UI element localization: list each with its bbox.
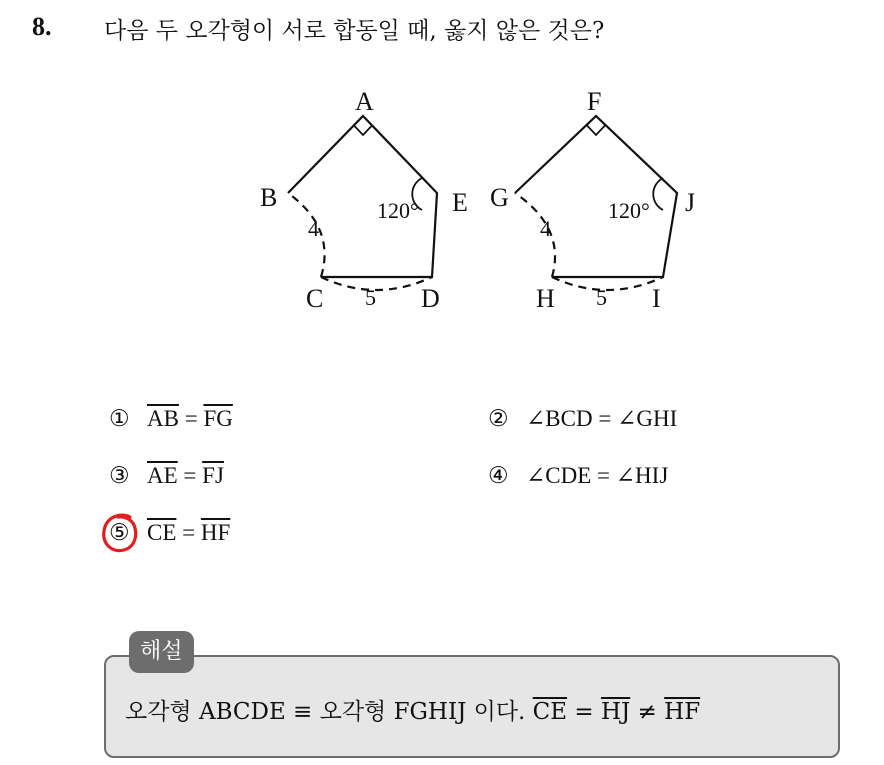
solution-segment-hf: $\overline{HF}$ xyxy=(664,699,701,725)
vertex-label-a: A xyxy=(355,87,374,116)
choice-left-term: BCD xyxy=(545,406,593,431)
choice-operator: = xyxy=(182,520,196,545)
question-text: 다음 두 오각형이 서로 합동일 때, 옳지 않은 것은? xyxy=(104,18,605,44)
side-label-cd: 5 xyxy=(365,285,376,310)
choice-2[interactable] xyxy=(488,406,677,432)
pentagon-figure xyxy=(0,0,884,380)
solution-segment-hj: $\overline{HJ}$ xyxy=(600,699,631,725)
choice-1[interactable] xyxy=(109,406,233,432)
choice-right-term: HIJ xyxy=(635,463,669,488)
choice-left-term: $\overline{AB}$ xyxy=(147,406,179,431)
question-number: 8. xyxy=(32,12,52,41)
solution-operator-equal: = xyxy=(574,699,594,725)
choice-left-term: $\overline{CE}$ xyxy=(147,520,177,545)
solution-operator-not-equal: ≠ xyxy=(637,699,657,725)
angle-symbol: ∠ xyxy=(526,463,546,488)
choice-4[interactable] xyxy=(488,463,668,489)
vertex-label-d: D xyxy=(421,284,440,313)
solution-statement: 오각형 ABCDE ≡ 오각형 FGHIJ 이다. xyxy=(125,699,526,725)
angle-symbol: ∠ xyxy=(617,406,637,431)
choice-operator: = xyxy=(597,463,611,488)
choice-operator: = xyxy=(183,463,197,488)
angle-symbol: ∠ xyxy=(615,463,636,488)
vertex-label-i: I xyxy=(652,284,661,313)
right-pentagon xyxy=(515,116,677,290)
choice-right-term: $\overline{HF}$ xyxy=(200,520,231,545)
choice-number: ④ xyxy=(488,463,509,488)
angle-label-j: 120° xyxy=(608,198,650,223)
choice-number: ⑤ xyxy=(109,520,130,545)
choice-number: ① xyxy=(109,406,130,431)
choice-right-term: $\overline{FG}$ xyxy=(203,406,233,431)
vertex-label-h: H xyxy=(536,284,555,313)
right-pentagon-labels xyxy=(490,87,695,313)
vertex-label-c: C xyxy=(306,284,324,313)
solution-segment-ce: $\overline{CE}$ xyxy=(532,699,568,725)
vertex-label-j: J xyxy=(685,188,696,217)
side-label-bc: 4 xyxy=(308,216,319,241)
solution-text xyxy=(125,693,700,726)
choice-left-term: CDE xyxy=(545,463,592,488)
choice-3[interactable] xyxy=(109,463,224,489)
choice-left-term: $\overline{AE}$ xyxy=(147,463,178,488)
angle-symbol: ∠ xyxy=(526,406,546,431)
side-label-hi: 5 xyxy=(596,285,607,310)
vertex-label-g: G xyxy=(490,183,509,212)
vertex-label-b: B xyxy=(260,183,278,212)
choice-right-term: GHI xyxy=(636,406,678,431)
vertex-label-e: E xyxy=(452,188,468,217)
choice-number: ② xyxy=(488,406,509,431)
angle-label-e: 120° xyxy=(377,198,419,223)
choice-operator: = xyxy=(598,406,612,431)
vertex-label-f: F xyxy=(587,87,602,116)
answer-mark-circle xyxy=(100,511,140,555)
side-label-gh: 4 xyxy=(540,216,551,241)
solution-tag: 해설 xyxy=(129,631,194,673)
choice-right-term: $\overline{FJ}$ xyxy=(202,463,224,488)
choice-number: ③ xyxy=(109,463,130,488)
choice-operator: = xyxy=(184,406,198,431)
